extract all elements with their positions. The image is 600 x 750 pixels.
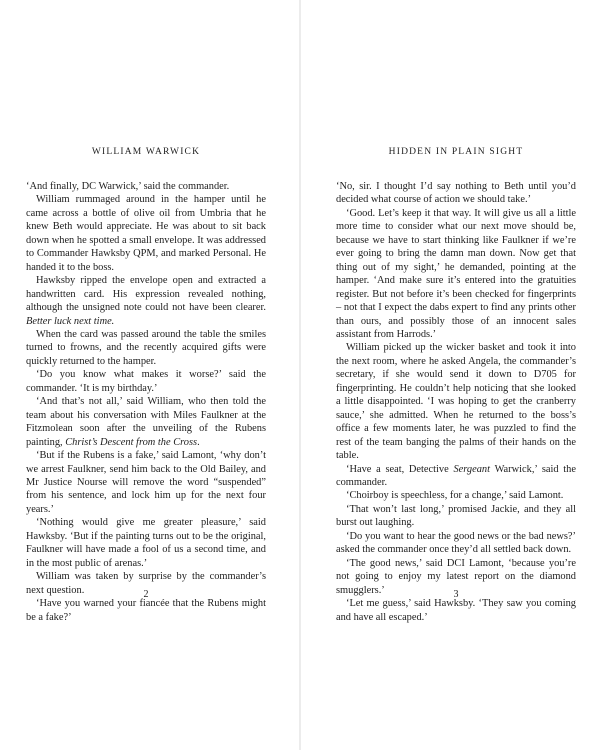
paragraph: ‘Nothing would give me greater pleasure,’ said Hawksby. ‘But if the painting turns out to be the original, Faulkner will have made a fool of us a second time, and in the most public of arenas.’ (26, 517, 266, 569)
paragraph: William rummaged around in the hamper until he came across a bottle of olive oil from Umbria that he knew Beth would appreciate. He was about to sit back down when he spotted a small envelope. It was addressed to Commander Hawksby QPM, and marked Personal. He handed it to the boss. (26, 194, 266, 273)
left-text-block (26, 180, 266, 624)
paragraph: Hawksby ripped the envelope open and extracted a handwritten card. His expression revealed nothing, although the unsigned note could not have been clearer. Better luck next time. (26, 275, 266, 327)
paragraph: ‘Choirboy is speechless, for a change,’ said Lamont. (346, 490, 564, 502)
running-head-right: HIDDEN IN PLAIN SIGHT (388, 147, 524, 157)
paragraph: ‘But if the Rubens is a fake,’ said Lamont, ‘why don’t we arrest Faulkner, send him back to the Old Bailey, and Mr Justice Nourse will remove the word “suspended” from his sentence, and lock him up for the next four years.’ (26, 450, 266, 515)
paragraph: ‘Do you want to hear the good news or the bad news?’ asked the commander once they’d all settled back down. (336, 530, 576, 556)
right-text-block (336, 180, 576, 624)
paragraph: William was taken by surprise by the commander’s next question. (26, 571, 266, 596)
paragraph: ‘That won’t last long,’ promised Jackie, and they all burst out laughing. (336, 503, 576, 529)
paragraph: ‘And finally, DC Warwick,’ said the commander. (26, 181, 230, 192)
paragraph: ‘Do you know what makes it worse?’ said the commander. ‘It is my birthday.’ (26, 369, 266, 394)
page-number-left: 2 (143, 589, 149, 600)
paragraph: ‘No, sir. I thought I’d say nothing to Beth until you’d decided what course of action we should take.’ (336, 181, 576, 206)
paragraph: ‘Have a seat, Detective Sergeant Warwick,’ said the commander. (336, 463, 576, 488)
paragraph: When the card was passed around the table the smiles turned to frowns, and the recently acquired gifts were quickly returned to the hamper. (26, 328, 266, 367)
paragraph: ‘Have you warned your fiancée that the Rubens might be a fake?’ (26, 598, 266, 623)
paragraph: ‘And that’s not all,’ said William, who then told the team about his conversation with Miles Faulkner at the Fitzmolean soon after the unveiling of the Rubens painting, Christ’s Descent from the Cross. (26, 396, 266, 448)
running-head-left: WILLIAM WARWICK (91, 147, 201, 157)
right-page (300, 0, 600, 750)
paragraph: ‘Good. Let’s keep it that way. It will give us all a little more time to consider what our next move should be, because we have to start thinking like Faulkner if we’re ever going to bring the damn man down. Now get that thing out of my sight,’ he demanded, pointing at the hamper. ‘And make sure it’s entered into the gratuities register. But not before it’s been checked for fingerprints – not that I expect the dabs expert to find any prints other than ours, and possibly those of an innocent sales assistant from Harrods.’ (336, 207, 576, 340)
paragraph: ‘The good news,’ said DCI Lamont, ‘because you’re not going to enjoy my latest report on the diamond smugglers.’ (336, 557, 576, 596)
page-number-right: 3 (453, 589, 459, 600)
paragraph: William picked up the wicker basket and took it into the next room, where he asked Angela, the commander’s secretary, if she would send it down to D705 for fingerprinting. He couldn’t help noticing that she looked a little disappointed. ‘I was hoping to get the cranberry sauce,’ she admitted. When he returned to the boss’s office a few moments later, he was puzzled to find the rest of the team banging the palms of their hands on the table. (336, 342, 576, 462)
paragraph: ‘Let me guess,’ said Hawksby. ‘They saw you coming and have all escaped.’ (336, 598, 576, 623)
